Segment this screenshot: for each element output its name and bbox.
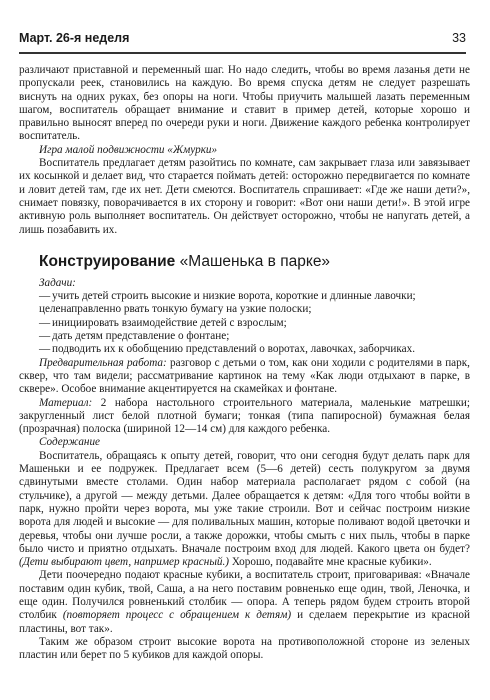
prelim-text: разговор с детьми о том, как они ходили с родителями в парк, сквер, что там видели; рассматривание картинок на тему «Как люди отдыхают в парке, в сквере». Особое внимание акцентируется на скамейках и фонтане.	[19, 356, 470, 396]
paragraph-italic: (повторяет процесс с обращением к детям)	[62, 609, 292, 622]
page-body	[19, 64, 470, 662]
list-item	[19, 317, 470, 330]
list-item	[19, 343, 470, 356]
prelim-label: Предварительная работа:	[39, 356, 167, 369]
list-item	[19, 330, 470, 343]
material-text: 2 набора настольного строительного материала, маленькие матрешки; закругленный лист белой плотной бумаги; тонкая (типа папиросной) бумажная белая (прозрачная) полоска (шириной 12—14 см) для каждого ребенка.	[19, 396, 470, 436]
list-item-text: учить детей строить высокие и низкие ворота, короткие и длинные лавочки;	[52, 290, 416, 303]
paragraph-prelim	[19, 357, 470, 397]
list-item-continuation: целенаправленно рвать тонкую бумагу на узкие полоски;	[39, 303, 312, 316]
list-item-text: инициировать взаимодействие детей с взрослым;	[52, 316, 287, 329]
list-dash: —	[39, 290, 51, 303]
content-heading: Содержание	[39, 436, 101, 449]
paragraph-content-3: Таким же образом строит высокие ворота на противоположной стороне из зеленых пластин или берет по 5 кубиков для каждой опоры.	[19, 635, 470, 662]
paragraph-climbing: различают приставной и переменный шаг. Но надо следить, чтобы во время лазанья дети не пропускали реек, становились на каждую. Во время спуска детям не следует разрешать виснуть на одних руках, без опоры на ноги. Чтобы приучить малышей лазать переменным шагом, воспитатель обращает внимание и ставит в пример детей, которые хорошо и правильно выносят вперед по очереди руки и ноги. Движение каждого ребенка контролирует воспитатель.	[19, 64, 470, 143]
running-title: Март. 26-я неделя	[19, 31, 130, 45]
list-dash: —	[39, 343, 51, 356]
paragraph-text: Дети поочередно подают красные кубики, а воспитатель строит, приговаривая: «Вначале поставим один кубик, твой, Саша, а на него поставим ровненько еще один, твой, Леночка, и еще один. Получился ровненький столбик — опора. А теперь рядом будем строить второй столбик	[19, 569, 470, 622]
tasks-list	[19, 290, 470, 356]
paragraph-content-1	[19, 450, 470, 570]
section-title-rest: «Машенька в парке»	[175, 252, 331, 270]
list-item-text: подводить их к обобщению представлений о воротах, лавочках, заборчиках.	[52, 343, 416, 356]
section-title	[39, 252, 470, 271]
page-header	[19, 28, 466, 54]
page-number: 33	[452, 31, 466, 45]
list-item	[19, 290, 470, 303]
game-heading: Игра малой подвижности «Жмурки»	[39, 143, 218, 156]
paragraph-text: Хорошо, подавайте мне красные кубики».	[229, 556, 432, 569]
material-label: Материал:	[39, 396, 93, 409]
list-dash: —	[39, 316, 51, 329]
paragraph-game: Воспитатель предлагает детям разойтись по комнате, сам закрывает глаза или завязывает их косынкой и делает вид, что старается поймать детей: осторожно передвигается по комнате и ловит детей там, где их нет. Дети смеются. Воспитатель спрашивает: «Где же наши дети?», снимает повязку, поворачивается в их сторону и говорит: «Вот они наши дети!». В этой игре активную роль выполняет воспитатель. Он действует осторожно, чтобы не напугать детей, а лишь позабавить их.	[19, 157, 470, 236]
paragraph-content-2	[19, 569, 470, 635]
tasks-label: Задачи:	[39, 276, 76, 289]
paragraph-material	[19, 397, 470, 437]
list-item-text: дать детям представление о фонтане;	[52, 330, 230, 343]
paragraph-italic: (Дети выбирают цвет, например красный.)	[19, 556, 230, 569]
paragraph-text: Воспитатель, обращаясь к опыту детей, говорит, что они сегодня будут делать парк для Машеньки и ее подружек. Предлагает всем (5—6 детей) сесть полукругом за двумя сдвинутыми вместе столами. Один набор материала располагает рядом с собой (на стульчике), а другой — между детьми. Далее обращается к детям: «Для того чтобы войти в парк, нужно пройти через ворота, мы уже такие строили. Вот и сейчас построим низкие ворота для людей и высокие — для поливальных машин, которые поливают водой цветочки и деревья, чтобы они лучше росли, а также дорожки, чтобы смыть с них пыль, чтобы в парке было чисто и приятно отдыхать. Вначале построим вход для людей. Какого цвета он будет?	[19, 449, 470, 555]
list-dash: —	[39, 330, 51, 343]
paragraph-text: и сделаем перекрытие из красной пластины, вот так».	[19, 609, 470, 635]
section-title-bold: Конструирование	[39, 252, 176, 270]
